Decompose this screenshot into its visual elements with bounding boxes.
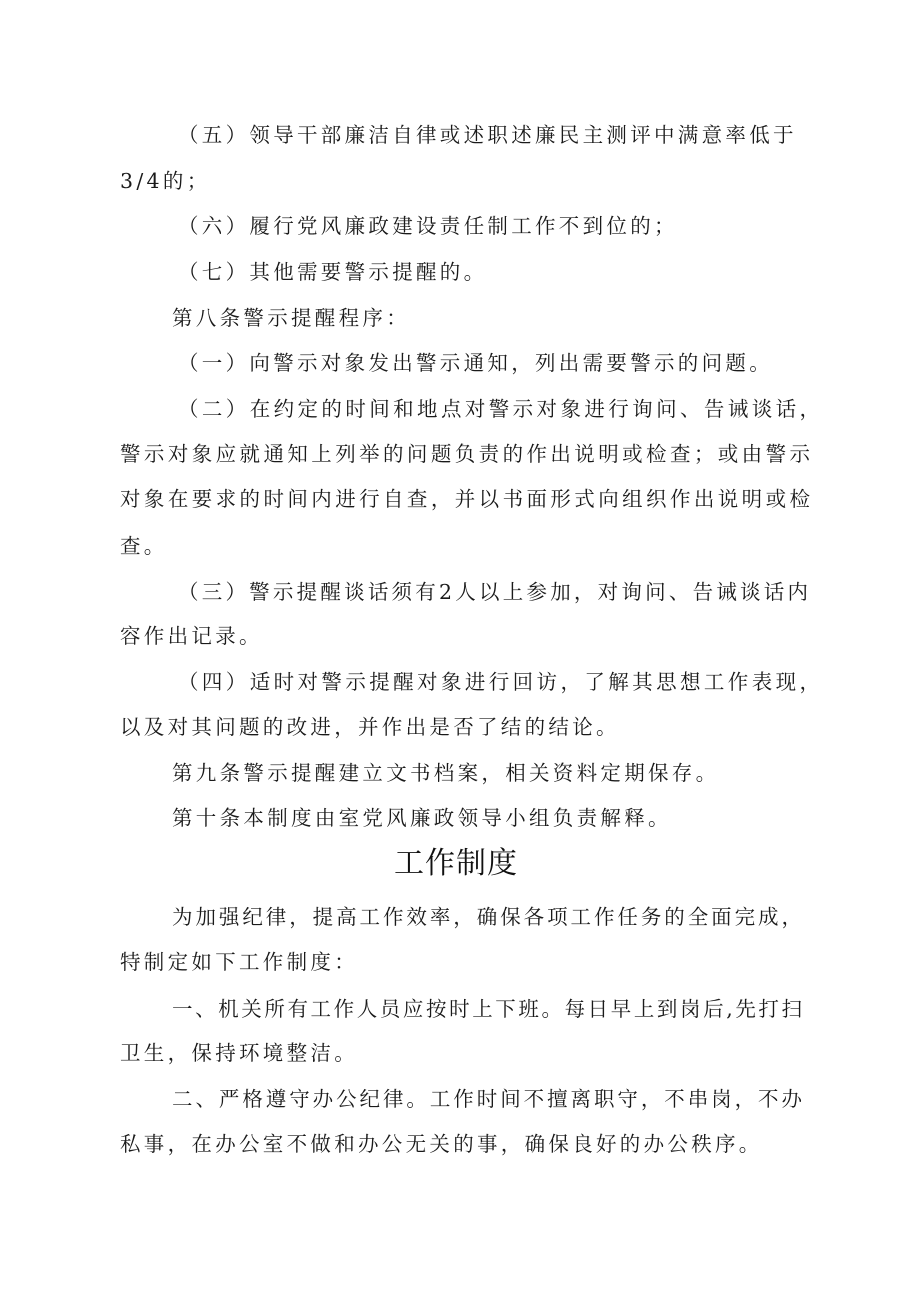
procedure-4-line-1: （四）适时对警示提醒对象进行回访，了解其思想工作表现， [178,670,820,694]
article-10: 第十条本制度由室党风廉政领导小组负责解释。 [172,806,672,830]
procedure-2-line-4: 查。 [120,534,168,558]
procedure-2-line-3: 对象在要求的时间内进行自查，并以书面形式向组织作出说明或检 [120,487,810,511]
procedure-4-line-2: 以及对其问题的改进，并作出是否了结的结论。 [120,715,620,739]
article-8-heading: 第八条警示提醒程序： [172,306,410,330]
procedure-2-line-2: 警示对象应就通知上列举的问题负责的作出说明或检查；或由警示 [120,442,810,466]
rule-2-line-1: 二、严格遵守办公纪律。工作时间不擅离职守，不串岗，不办 [172,1087,802,1111]
work-system-title: 工作制度 [394,846,518,881]
procedure-2-line-1: （二）在约定的时间和地点对警示对象进行询问、告诫谈话， [178,397,820,421]
item-6: （六）履行党风廉政建设责任制工作不到位的； [178,214,678,238]
procedure-3-line-2: 容作出记录。 [120,624,263,648]
item-5-line-2: 3/4的； [120,169,211,193]
procedure-3-line-1: （三）警示提醒谈话须有2人以上参加，对询问、告诫谈话内 [178,580,808,604]
work-intro-line-1: 为加强纪律，提高工作效率，确保各项工作任务的全面完成， [172,905,802,929]
procedure-1: （一）向警示对象发出警示通知，列出需要警示的问题。 [178,351,773,375]
item-5-line-1: （五）领导干部廉洁自律或述职述廉民主测评中满意率低于 [178,123,797,147]
rule-2-line-2: 私事，在办公室不做和办公无关的事，确保良好的办公秩序。 [120,1132,763,1156]
rule-1-line-1: 一、机关所有工作人员应按时上下班。每日早上到岗后,先打扫 [172,997,802,1021]
article-9: 第九条警示提醒建立文书档案，相关资料定期保存。 [172,761,720,785]
work-intro-line-2: 特制定如下工作制度： [120,950,358,974]
rule-1-line-2: 卫生，保持环境整洁。 [120,1041,358,1065]
item-7: （七）其他需要警示提醒的。 [178,260,488,284]
